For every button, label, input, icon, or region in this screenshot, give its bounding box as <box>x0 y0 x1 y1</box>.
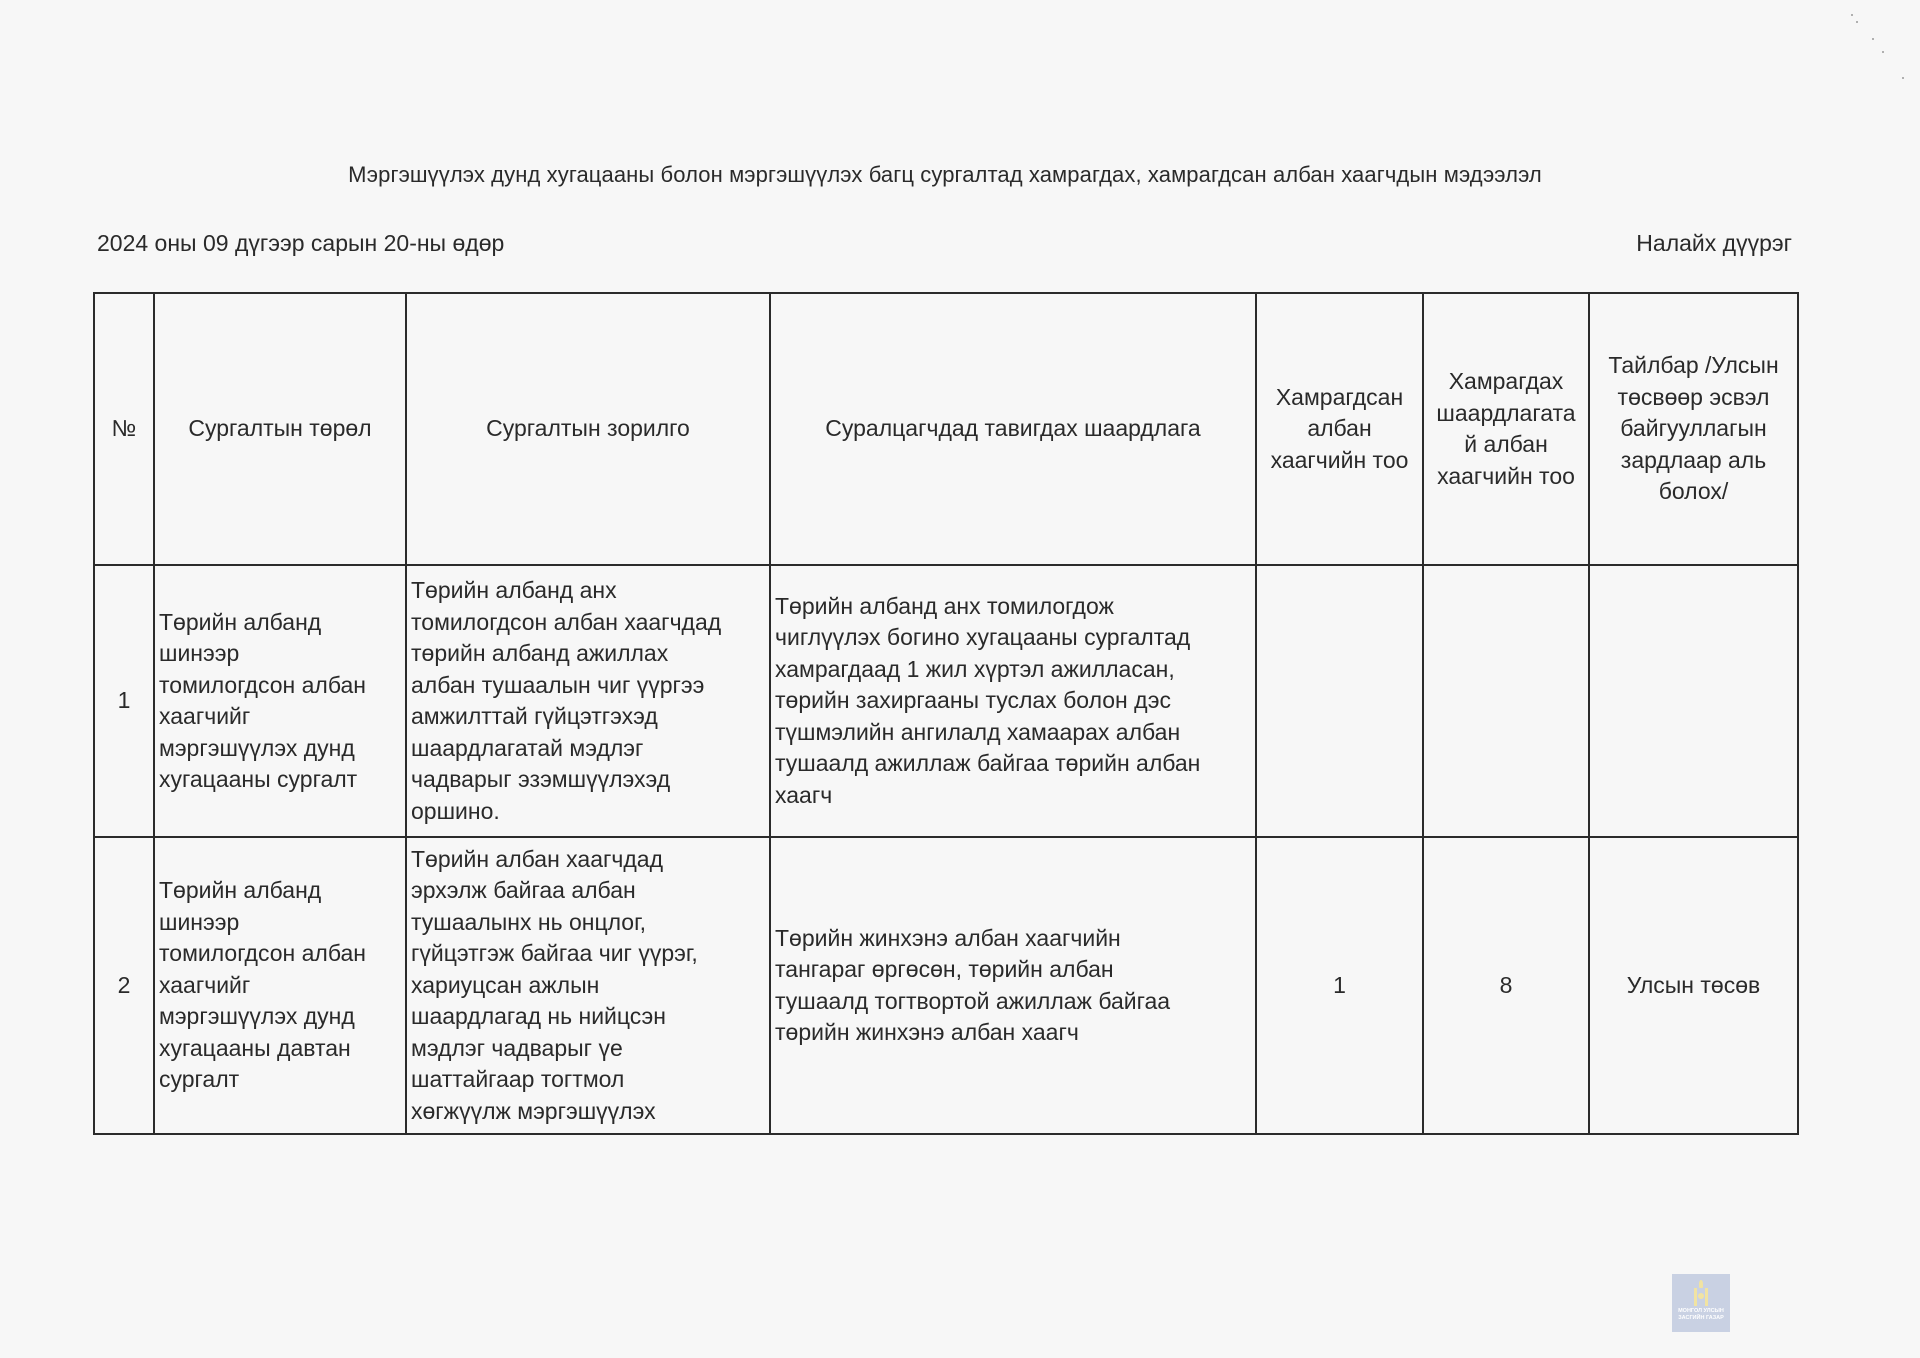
scan-artifact <box>1882 51 1884 53</box>
header-covered-count: Хамрагдсан албан хаагчийн тоо <box>1256 293 1423 565</box>
table-row <box>94 837 1798 1134</box>
cell-covered-count <box>1256 565 1423 837</box>
training-table <box>93 292 1799 1135</box>
soyombo-emblem-icon <box>1694 1280 1708 1306</box>
cell-note <box>1589 565 1798 837</box>
table-row <box>94 565 1798 837</box>
cell-number: 2 <box>94 837 154 1134</box>
cell-covered-count: 1 <box>1256 837 1423 1134</box>
scan-artifact <box>1902 77 1904 79</box>
logo-text-line-2: ЗАСГИЙН ГАЗАР <box>1678 1314 1724 1321</box>
logo-text-line-1: МОНГОЛ УЛСЫН <box>1678 1308 1724 1314</box>
table-header-row <box>94 293 1798 565</box>
document-district: Налайх дүүрэг <box>1636 230 1792 256</box>
header-note: Тайлбар /Улсын төсвөөр эсвэл байгууллагын зардлаар аль болох/ <box>1589 293 1798 565</box>
cell-required-count: 8 <box>1423 837 1589 1134</box>
government-logo <box>1672 1274 1730 1332</box>
header-required-count: Хамрагдах шаардлагата й албан хаагчийн тоо <box>1423 293 1589 565</box>
header-number: № <box>94 293 154 565</box>
cell-training-goal: Төрийн албанд анх томилогдсон албан хаагчдад төрийн албанд ажиллах албан тушаалын чиг үүргээ амжилттай гүйцэтгэхэд шаардлагатай мэдлэг чадварыг эзэмшүүлэхэд оршино. <box>406 565 770 837</box>
document-date: 2024 оны 09 дүгээр сарын 20-ны өдөр <box>97 230 505 256</box>
logo-text <box>1678 1308 1724 1321</box>
header-training-type: Сургалтын төрөл <box>154 293 406 565</box>
header-training-goal: Сургалтын зорилго <box>406 293 770 565</box>
cell-training-type: Төрийн албанд шинээр томилогдсон албан хаагчийг мэргэшүүлэх дунд хугацааны сургалт <box>154 565 406 837</box>
scan-artifact <box>1872 38 1874 40</box>
scan-artifact <box>1856 21 1858 23</box>
cell-training-type: Төрийн албанд шинээр томилогдсон албан хаагчийг мэргэшүүлэх дунд хугацааны давтан сургалт <box>154 837 406 1134</box>
cell-training-goal: Төрийн албан хаагчдад эрхэлж байгаа албан тушаалынх нь онцлог, гүйцэтгэж байгаа чиг үүрэг, хариуцсан ажлын шаардлагад нь нийцсэн мэдлэг чадварыг үе шаттайгаар тогтмол хөгжүүлж мэргэшүүлэх <box>406 837 770 1134</box>
cell-participant-requirements: Төрийн жинхэнэ албан хаагчийн тангараг өргөсөн, төрийн албан тушаалд тогтвортой ажиллаж байгаа төрийн жинхэнэ албан хаагч <box>770 837 1256 1134</box>
header-participant-requirements: Суралцагчдад тавигдах шаардлага <box>770 293 1256 565</box>
cell-participant-requirements: Төрийн албанд анх томилогдож чиглүүлэх богино хугацааны сургалтад хамрагдаад 1 жил хүртэл ажилласан, төрийн захиргааны туслах болон дэс түшмэлийн ангилалд хамаарах албан тушаалд ажиллаж байгаа төрийн албан хаагч <box>770 565 1256 837</box>
scan-artifact <box>1851 14 1853 16</box>
cell-required-count <box>1423 565 1589 837</box>
document-title: Мэргэшүүлэх дунд хугацааны болон мэргэшүүлэх багц сургалтад хамрагдах, хамрагдсан албан хаагчдын мэдээлэл <box>348 162 1542 187</box>
cell-note: Улсын төсөв <box>1589 837 1798 1134</box>
cell-number: 1 <box>94 565 154 837</box>
